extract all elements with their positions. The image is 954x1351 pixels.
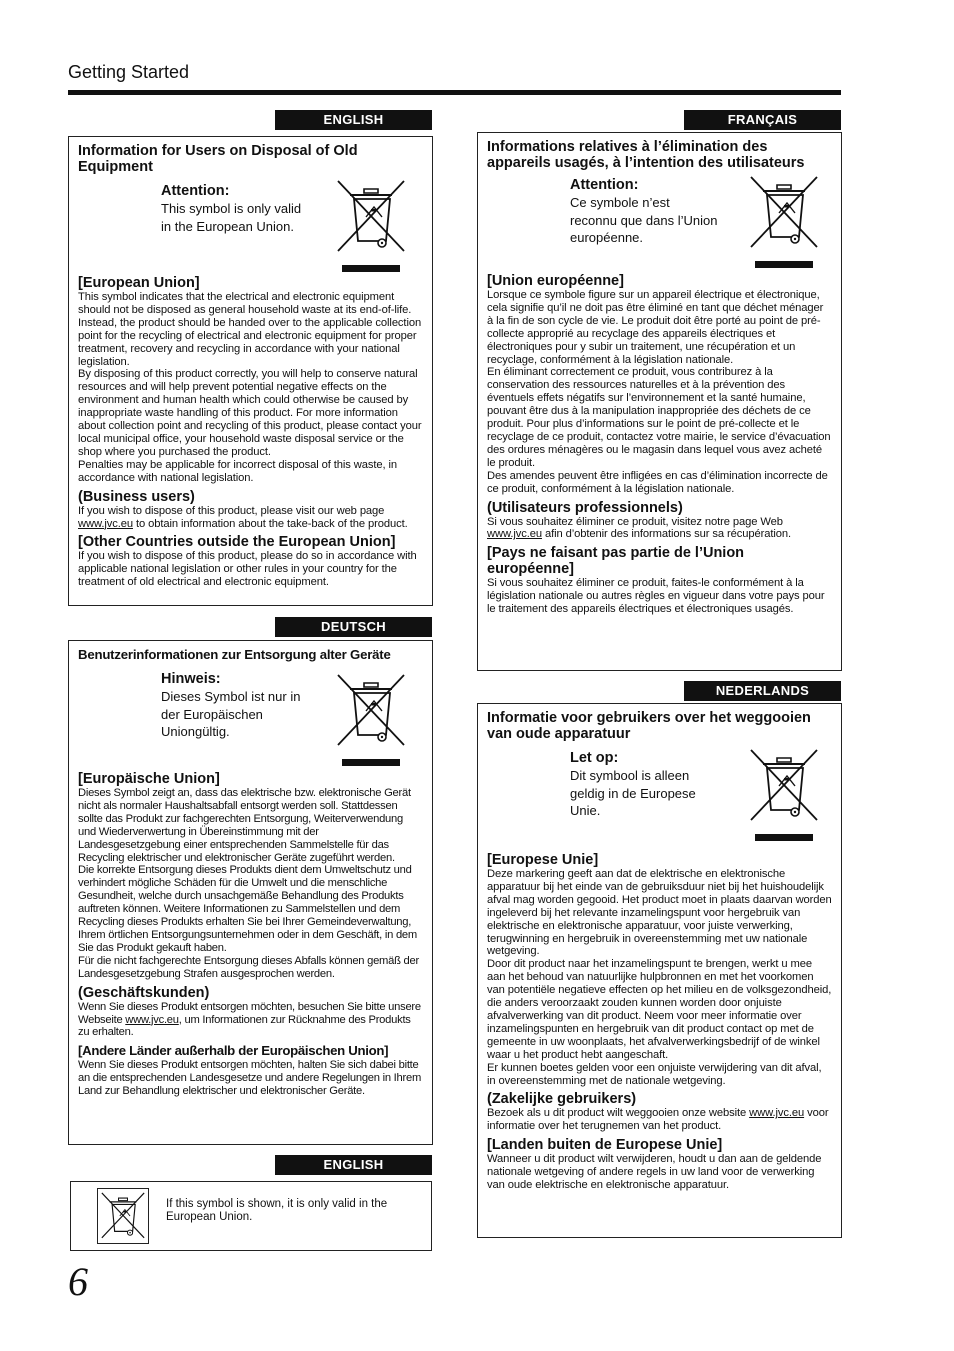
english-attention-body: This symbol is only valid in the European Union. (161, 201, 302, 234)
francais-business-body: Si vous souhaitez éliminer ce produit, visitez notre page Web www.jvc.eu afin d’obtenir des informations sur sa récupération. (487, 515, 792, 541)
deutsch-other-body: Wenn Sie dieses Produkt entsorgen möchten, halten Sie sich dabei bitte an die entsprechenden Landesgesetze und andere Regelungen in Ihrem Land zur Behandlung elektrischer und elektronischer Geräte. (78, 1059, 422, 1098)
jvc-link[interactable]: www.jvc.eu (487, 528, 542, 541)
english-business-body: If you wish to dispose of this product, please visit our web page www.jvc.eu to obtain information about the take-back of the product. (78, 504, 408, 530)
nederlands-eu-body-3: Er kunnen boetes gelden voor een onjuiste verwijdering van dit afval, in overeenstemming met de nationale wetgeving. (487, 1061, 822, 1087)
header-rule (68, 90, 841, 95)
crossed-out-wheelie-bin-icon (749, 746, 819, 846)
crossed-out-wheelie-bin-icon (97, 1188, 149, 1244)
francais-title: Informations relatives à l’élimination des appareils usagés, à l’intention des utilisateurs (487, 139, 805, 171)
deutsch-eu-title: [Europäische Union] (78, 771, 220, 787)
francais-eu-title: [Union européenne] (487, 273, 624, 289)
jvc-link[interactable]: www.jvc.eu (749, 1107, 805, 1120)
english-other-title: [Other Countries outside the European Union] (78, 534, 396, 551)
english-eu-body-3: Penalties may be applicable for incorrect disposal of this waste, in accordance with national legislation. (78, 458, 398, 484)
english-business-title: (Business users) (78, 488, 195, 505)
nederlands-attention-title: Let op: (570, 750, 619, 766)
crossed-out-wheelie-bin-icon (336, 177, 406, 277)
jvc-link[interactable]: www.jvc.eu (78, 517, 133, 530)
francais-attention (487, 177, 832, 269)
tab-nederlands: NEDERLANDS (684, 681, 841, 701)
tab-english: ENGLISH (275, 110, 432, 130)
deutsch-business-body: Wenn Sie dieses Produkt entsorgen möchten, besuchen Sie bitte unsere Webseite www.jvc.eu, um Informationen zur Rücknahme des Produkts zu erhalten. (78, 1000, 421, 1039)
deutsch-attention (78, 671, 423, 767)
deutsch-attention-body: Dieses Symbol ist nur in der Europäischen Uniongültig. (161, 689, 301, 739)
deutsch-business-title: (Geschäftskunden) (78, 984, 210, 1001)
english-eu-title: [European Union] (78, 275, 200, 291)
page-header-title: Getting Started (68, 62, 190, 82)
crossed-out-wheelie-bin-icon (336, 671, 406, 771)
nederlands-attention (487, 750, 832, 848)
english-attention (78, 183, 423, 271)
deutsch-eu-body-3: Für die nicht fachgerechte Entsorgung dieses Abfalls können gemäß der Landesgesetzgebung Strafen ausgesprochen werden. (78, 954, 419, 980)
nederlands-eu-title: [Europese Unie] (487, 852, 599, 868)
deutsch-other-title: [Andere Länder außerhalb der Europäischen Union] (78, 1043, 389, 1059)
crossed-out-wheelie-bin-icon (749, 173, 819, 273)
deutsch-title: Benutzerinformationen zur Entsorgung alter Geräte (78, 647, 391, 662)
francais-attention-title: Attention: (570, 177, 639, 193)
francais-eu-body-3: Des amendes peuvent être infligées en cas d’élimination incorrecte de ce produit, conformément à la législation nationale. (487, 469, 828, 495)
nederlands-attention-body: Dit symbool is alleen geldig in de Europese Unie. (570, 768, 696, 818)
nederlands-other-title: [Landen buiten de Europese Unie] (487, 1137, 723, 1154)
francais-attention-body: Ce symbole n’est reconnu que dans l’Union européenne. (570, 195, 718, 245)
english-attention-title: Attention: (161, 183, 230, 199)
english-other-body: If you wish to dispose of this product, please do so in accordance with applicable national legislation or other rules in your country for the treatment of old electrical and electronic equipment. (78, 550, 417, 589)
francais-other-title: [Pays ne faisant pas partie de l’Union européenne] (487, 545, 745, 578)
english-eu-body-2: By disposing of this product correctly, you will help to conserve natural resources and will help prevent potential negative effects on the environment and human health which could otherwise be caused by inappropriate waste handling of this product. For more information about collection point and recycling of this product, please contact your local municipal office, your household waste disposal service or the shop where you purchased the product. (78, 368, 422, 458)
deutsch-attention-title: Hinweis: (161, 671, 221, 687)
francais-eu-body-2: En éliminant correctement ce produit, vous contriburez à la conservation des ressources naturelles et à la prévention des éventuels effets négatifs sur l’environnement et la santé humaine, pouvant être dus à la manipulation inappropriée des déchets de ce produit. Pour plus d’informations sur le point de pré-collecte et le recyclage de ce produit, contactez votre mairie, le service d’évacuation des ordures ménagères ou le magasin dans lequel vous avez acheté le produit. (487, 366, 831, 469)
english-small-body: If this symbol is shown, it is only valid in the European Union. (166, 1198, 388, 1223)
tab-deutsch: DEUTSCH (275, 617, 432, 637)
jvc-link[interactable]: www.jvc.eu (125, 1013, 179, 1026)
nederlands-business-body: Bezoek als u dit product wilt weggooien onze website www.jvc.eu voor informatie over het terugnemen van het product. (487, 1107, 829, 1133)
nederlands-section (477, 703, 842, 1238)
nederlands-business-title: (Zakelijke gebruikers) (487, 1091, 637, 1108)
francais-eu-body-1: Lorsque ce symbole figure sur un appareil électrique et électronique, cela signifie qu’il ne doit pas être éliminé en tant que déchet ménager à la fin de son cycle de vie. Le produit doit être porté au point de pré-collecte approprié au recyclage des appareils électriques et électroniques pour y subir un traitement, une récupération et un recyclage, conformément à la législation nationale. (487, 289, 824, 366)
english-small-section (70, 1181, 432, 1251)
page-number: 6 (68, 1259, 88, 1304)
deutsch-eu-body-1: Dieses Symbol zeigt an, dass das elektrische bzw. elektronische Gerät nicht als normaler Haushaltsabfall entsorgt werden soll. Stattdessen sollte das Produkt zur fachgerechten Entsorgung, Weiterverwendung und Wiederverwertung in Übereinstimmung mit der Landesgesetzgebung einer entsprechenden Sammelstelle für das Recycling elektrischer und elektronischer Geräte zugeführt werden. (78, 787, 411, 864)
francais-section (477, 132, 842, 671)
tab-francais: FRANÇAIS (684, 110, 841, 130)
francais-other-body: Si vous souhaitez éliminer ce produit, faites-le conformément à la législation nationale ou autres règles en vigueur dans votre pays pour le traitement des appareils électriques et électroniques usagés. (487, 577, 825, 616)
english-title: Information for Users on Disposal of Old Equipment (78, 143, 358, 175)
tab-english-small: ENGLISH (275, 1155, 432, 1175)
nederlands-other-body: Wanneer u dit product wilt verwijderen, houdt u dan aan de geldende nationale wetgeving of andere regels in uw land voor de verwerking van oude elektrische en elektronische apparatuur. (487, 1153, 822, 1192)
deutsch-section (68, 640, 433, 1145)
nederlands-eu-body-1: Deze markering geeft aan dat de elektrische en elektronische apparatuur bij het einde van de gebruiksduur niet bij het huishoudelijk afval mag worden gegooid. Het product moet in plaats daarvan worden ingeleverd bij het relevante inzamelingspunt voor hergebruik van elektrische en elektronische apparatuur, voor juiste verwerking, terugwinning en hergebruik in overeenstemming met uw nationale wetgeving. (487, 868, 832, 958)
deutsch-eu-body-2: Die korrekte Entsorgung dieses Produkts dient dem Umweltschutz und verhindert mögliche Schäden für die Umwelt und die menschliche Gesundheit, welche durch unsachgemäße Behandlung des Produkts auftreten können. Weitere Informationen zu Sammelstellen und dem Recycling dieses Produkts erhalten Sie bei Ihrer Gemeindeverwaltung, Ihrem örtlichen Entsorgungsunternehmen oder in dem Geschäft, in dem Sie das Produkt gekauft haben. (78, 864, 417, 954)
nederlands-title: Informatie voor gebruikers over het weggooien van oude apparatuur (487, 710, 811, 742)
francais-business-title: (Utilisateurs professionnels) (487, 499, 683, 516)
english-eu-body-1: This symbol indicates that the electrical and electronic equipment should not be disposed as general household waste at its end-of-life. Instead, the product should be handed over to the applicable collection point for the recycling of electrical and electronic equipment for proper treatment, recovery and recycling in accordance with your national legislation. (78, 291, 422, 368)
nederlands-eu-body-2: Door dit product naar het inzamelingspunt te brengen, werkt u mee aan het behoud van natuurlijke hulpbronnen en met het voorkomen van potentiële negatieve effecten op het milieu en de volksgezondheid, die anders veroorzaakt zouden kunnen worden door onjuiste afvalverwerking van dit product. Neem voor meer informatie over inzamelingspunten en hergebruik van dit product contact op met de gemeente in uw woonplaats, het afvalverwerkingsbedrijf of de winkel waar u het product hebt aangeschaft. (487, 958, 832, 1061)
english-section (68, 136, 433, 606)
